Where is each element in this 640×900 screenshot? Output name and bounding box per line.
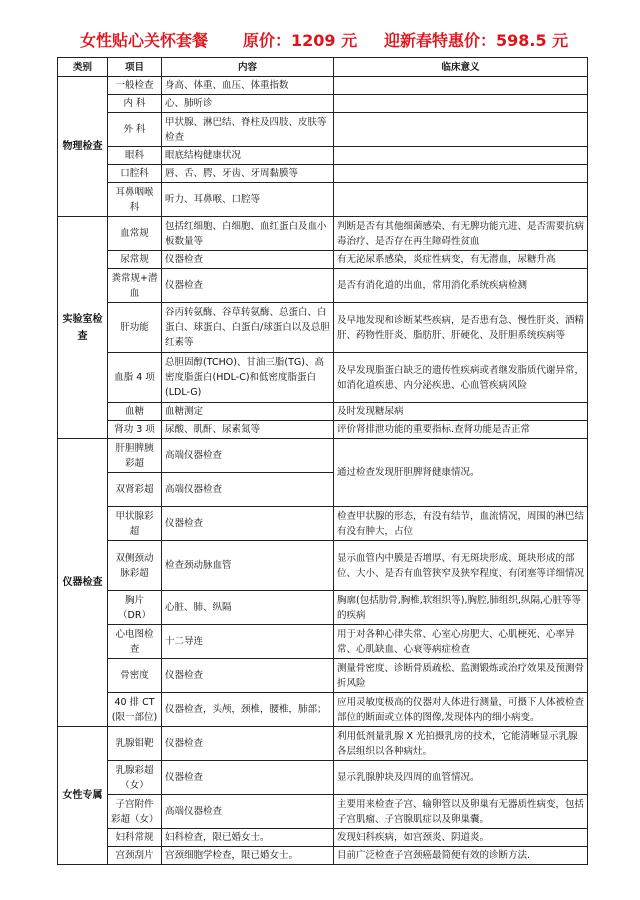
content-cell: 心脏、肺、纵隔 <box>162 591 334 625</box>
header-meaning: 临床意义 <box>334 58 588 77</box>
table-row <box>58 147 588 165</box>
header-category: 类别 <box>58 58 108 77</box>
meaning-cell: 有无泌尿系感染，炎症性病变，有无潜血，尿糖升高 <box>334 251 588 269</box>
item-cell: 口腔科 <box>108 165 162 183</box>
meaning-cell: 检查甲状腺的形态，有没有结节，血流情况，周围的淋巴结有没有肿大，占位 <box>334 507 588 541</box>
header-item: 项目 <box>108 58 162 77</box>
item-cell: 眼科 <box>108 147 162 165</box>
meaning-cell <box>334 95 588 113</box>
content-cell: 谷丙转氨酶、谷草转氨酶、总蛋白、白蛋白、球蛋白、白蛋白/球蛋白以及总胆红素等 <box>162 303 334 353</box>
header-content: 内容 <box>162 58 334 77</box>
item-cell: 血常规 <box>108 217 162 251</box>
table-row <box>58 77 588 95</box>
meaning-cell: 是否有消化道的出血，常用消化系统疾病检测 <box>334 269 588 303</box>
item-cell: 胸片（DR） <box>108 591 162 625</box>
meaning-cell: 目前广泛检查子宫颈癌最简便有效的诊断方法. <box>334 847 588 865</box>
table-row <box>58 439 588 473</box>
table-row <box>58 217 588 251</box>
meaning-cell: 及时发现糖尿病 <box>334 403 588 421</box>
table-row <box>58 795 588 829</box>
item-cell: 内 科 <box>108 95 162 113</box>
promo-price: 迎新春特惠价：598.5 元 <box>384 31 569 50</box>
content-cell: 身高、体重、血压、体重指数 <box>162 77 334 95</box>
content-cell: 尿酸、肌酐、尿素氮等 <box>162 421 334 439</box>
content-cell: 仪器检查 <box>162 659 334 693</box>
item-cell: 双肾彩超 <box>108 473 162 507</box>
item-cell: 40 排 CT (限一部位) <box>108 693 162 727</box>
item-cell: 血糖 <box>108 403 162 421</box>
content-cell: 眼底结构健康状况 <box>162 147 334 165</box>
category-cell: 仪器检查 <box>58 439 108 727</box>
table-row <box>58 403 588 421</box>
content-cell: 甲状腺、淋巴结、脊柱及四肢、皮肤等检查 <box>162 113 334 147</box>
table-row <box>58 303 588 353</box>
item-cell: 心电图检查 <box>108 625 162 659</box>
meaning-cell: 显示乳腺肿块及四周的血管情况。 <box>334 761 588 795</box>
item-cell: 耳鼻咽喉科 <box>108 183 162 217</box>
meaning-cell: 发现妇科疾病，如宫颈炎、阴道炎。 <box>334 829 588 847</box>
meaning-cell <box>334 147 588 165</box>
item-cell: 外 科 <box>108 113 162 147</box>
content-cell: 妇科检查，限已婚女士。 <box>162 829 334 847</box>
item-cell: 尿常规 <box>108 251 162 269</box>
item-cell: 肝胆脾胰彩超 <box>108 439 162 473</box>
header-title-bar <box>0 28 640 50</box>
content-cell: 总胆固醇(TCHO)、甘油三脂(TG)、高密度脂蛋白(HDL-C)和低密度脂蛋白(LDL-G) <box>162 353 334 403</box>
table-row <box>58 183 588 217</box>
meaning-cell: 判断是否有其他细菌感染、有无脾功能亢进、是否需要抗病毒治疗、是否存在再生障碍性贫血 <box>334 217 588 251</box>
meaning-cell: 利用低剂量乳腺 X 光拍摄乳房的技术，它能清晰显示乳腺各层组织以各种病灶。 <box>334 727 588 761</box>
item-cell: 肝功能 <box>108 303 162 353</box>
table-row <box>58 829 588 847</box>
category-cell: 实验室检查 <box>58 217 108 439</box>
item-cell: 粪常规+潜血 <box>108 269 162 303</box>
meaning-cell: 及早地发现和诊断某些疾病，是否患有急、慢性肝炎、酒精肝、药物性肝炎、脂肪肝、肝硬化、及肝胆系统疾病等 <box>334 303 588 353</box>
table-row <box>58 761 588 795</box>
item-cell: 双侧颈动脉彩超 <box>108 541 162 591</box>
table-row <box>58 727 588 761</box>
content-cell: 唇、舌、腭、牙齿、牙周黏膜等 <box>162 165 334 183</box>
content-cell: 血糖测定 <box>162 403 334 421</box>
item-cell: 子宫附件彩超（女） <box>108 795 162 829</box>
content-cell: 高端仪器检查 <box>162 795 334 829</box>
content-cell: 宫颈细胞学检查，限已婚女士。 <box>162 847 334 865</box>
content-cell: 听力、耳鼻喉、口腔等 <box>162 183 334 217</box>
item-cell: 一般检查 <box>108 77 162 95</box>
meaning-cell: 通过检查发现肝胆脾肾健康情况。 <box>334 439 588 507</box>
content-cell: 检查颈动脉血管 <box>162 541 334 591</box>
table-row <box>58 421 588 439</box>
original-price: 原价：1209 元 <box>243 31 358 50</box>
category-cell: 物理检查 <box>58 77 108 217</box>
item-cell: 乳腺彩超（女） <box>108 761 162 795</box>
meaning-cell: 胸廓(包括肋骨,胸椎,软组织等),胸腔,肺组织,纵隔,心脏等等的疾病 <box>334 591 588 625</box>
table-row <box>58 591 588 625</box>
content-cell: 包括红细胞、白细胞、血红蛋白及血小板数量等 <box>162 217 334 251</box>
content-cell: 仪器检查 <box>162 269 334 303</box>
category-cell: 女性专属 <box>58 727 108 865</box>
item-cell: 甲状腺彩超 <box>108 507 162 541</box>
meaning-cell <box>334 113 588 147</box>
table-row <box>58 625 588 659</box>
meaning-cell: 评价肾排泄功能的重要指标.查肾功能是否正常 <box>334 421 588 439</box>
table-row <box>58 353 588 403</box>
exam-table <box>57 57 588 865</box>
table-row <box>58 659 588 693</box>
content-cell: 高端仪器检查 <box>162 439 334 473</box>
content-cell: 高端仪器检查 <box>162 473 334 507</box>
item-cell: 骨密度 <box>108 659 162 693</box>
content-cell: 仪器检查 <box>162 761 334 795</box>
content-cell: 仪器检查 <box>162 507 334 541</box>
table-row <box>58 269 588 303</box>
item-cell: 肾功 3 项 <box>108 421 162 439</box>
table-row <box>58 251 588 269</box>
table-row <box>58 541 588 591</box>
content-cell: 心、肺听诊 <box>162 95 334 113</box>
content-cell: 仪器检查，头颅，颈椎，腰椎，肺部； <box>162 693 334 727</box>
content-cell: 仪器检查 <box>162 727 334 761</box>
meaning-cell <box>334 183 588 217</box>
meaning-cell <box>334 165 588 183</box>
meaning-cell <box>334 77 588 95</box>
table-row <box>58 165 588 183</box>
table-row <box>58 507 588 541</box>
meaning-cell: 用于对各种心律失常、心室心房肥大、心肌梗死、心率异常、心肌缺血、心衰等病症检查 <box>334 625 588 659</box>
item-cell: 妇科常规 <box>108 829 162 847</box>
meaning-cell: 应用灵敏度极高的仪器对人体进行测量，可摄下人体被检查部位的断面或立体的图像,发现体内的细小病变。 <box>334 693 588 727</box>
table-row <box>58 95 588 113</box>
item-cell: 乳腺钼靶 <box>108 727 162 761</box>
package-name: 女性贴心关怀套餐 <box>80 31 209 50</box>
meaning-cell: 主要用来检查子宫、输卵管以及卵巢有无器质性病变，包括子宫肌瘤、子宫腺肌症以及卵巢囊。 <box>334 795 588 829</box>
meaning-cell: 显示血管内中膜是否增厚、有无斑块形成、斑块形成的部位、大小、是否有血管狭窄及狭窄程度、有闭塞等详细情况 <box>334 541 588 591</box>
content-cell: 十二导连 <box>162 625 334 659</box>
item-cell: 血脂 4 项 <box>108 353 162 403</box>
content-cell: 仪器检查 <box>162 251 334 269</box>
item-cell: 宫颈刮片 <box>108 847 162 865</box>
meaning-cell: 及早发现脂蛋白缺乏的遗传性疾病或者继发脂质代谢异常，如消化道疾患、内分泌疾患、心血管疾病风险 <box>334 353 588 403</box>
meaning-cell: 测量骨密度、诊断骨质疏松、监测锻炼或治疗效果及预测骨折风险 <box>334 659 588 693</box>
table-row <box>58 693 588 727</box>
table-row <box>58 113 588 147</box>
table-row <box>58 847 588 865</box>
